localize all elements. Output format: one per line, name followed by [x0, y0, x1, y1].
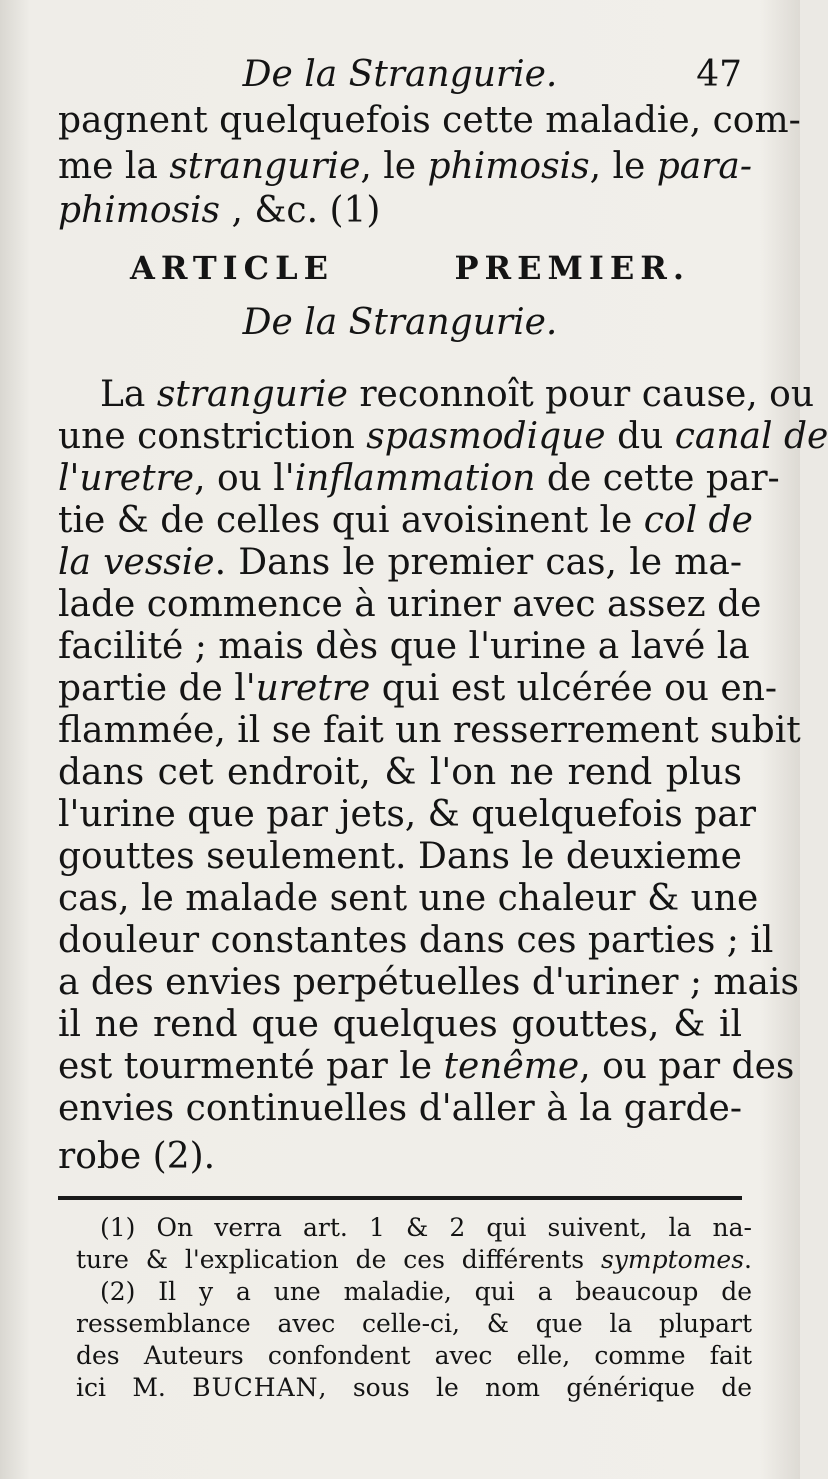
- body-line: la vessie. Dans le premier cas, le ma-: [58, 542, 742, 583]
- term-phimosis: phimosis: [427, 146, 590, 187]
- intro-line: me la strangurie, le phimosis, le para-: [58, 146, 753, 187]
- body-line: l'uretre, ou l'inflammation de cette par-: [58, 458, 780, 499]
- body-line: est tourmenté par le tenême, ou par des: [58, 1046, 795, 1087]
- body-line: La strangurie reconnoît pour cause, ou: [100, 374, 815, 415]
- body-line: lade commence à uriner avec assez de: [58, 584, 762, 625]
- body-line: l'urine que par jets, & quelquefois par: [58, 794, 756, 835]
- page-number: 47: [696, 54, 742, 95]
- body-line: tie & de celles qui avoisinent le col de: [58, 500, 753, 541]
- body-line: dans cet endroit, & l'on ne rend plus: [58, 752, 742, 793]
- footnote-line: (2) Il y a une maladie, qui a beaucoup de: [100, 1277, 752, 1306]
- body-line: robe (2).: [58, 1136, 216, 1177]
- intro-line: phimosis , &c. (1): [58, 190, 381, 231]
- section-title: De la Strangurie.: [242, 302, 558, 343]
- footnote-line: ressemblance avec celle-ci, & que la plupart: [76, 1309, 752, 1338]
- body-line: il ne rend que quelques gouttes, & il: [58, 1004, 742, 1045]
- body-line: envies continuelles d'aller à la garde-: [58, 1088, 742, 1129]
- term-strangurie: strangurie: [169, 146, 361, 187]
- footnote-line: ici M. BUCHAN, sous le nom générique de: [76, 1373, 753, 1402]
- article-heading: ARTICLE PREMIER.: [130, 249, 690, 287]
- footnote-rule: [58, 1196, 742, 1200]
- body-line: gouttes seulement. Dans le deuxieme: [58, 836, 742, 877]
- term-paraphimosis: phimosis: [58, 190, 221, 231]
- body-line: douleur constantes dans ces parties ; il: [58, 920, 774, 961]
- intro-line: pagnent quelquefois cette maladie, com-: [58, 100, 801, 141]
- term-para: para-: [656, 146, 753, 187]
- body-line: partie de l'uretre qui est ulcérée ou en-: [58, 668, 778, 709]
- body-line: une constriction spasmodique du canal de: [58, 416, 828, 457]
- running-header: [58, 52, 742, 98]
- footnote-line: ture & l'explication de ces différents symptomes.: [76, 1245, 752, 1274]
- author-name: BUCHAN: [192, 1373, 319, 1402]
- footnote-line: des Auteurs confondent avec elle, comme fait: [76, 1341, 752, 1370]
- body-line: facilité ; mais dès que l'urine a lavé la: [58, 626, 750, 667]
- body-line: flammée, il se fait un resserrement subit: [58, 710, 801, 751]
- running-title: De la Strangurie.: [242, 54, 558, 95]
- body-line: cas, le malade sent une chaleur & une: [58, 878, 759, 919]
- footnote-line: (1) On verra art. 1 & 2 qui suivent, la na-: [100, 1213, 752, 1242]
- body-line: a des envies perpétuelles d'uriner ; mais: [58, 962, 800, 1003]
